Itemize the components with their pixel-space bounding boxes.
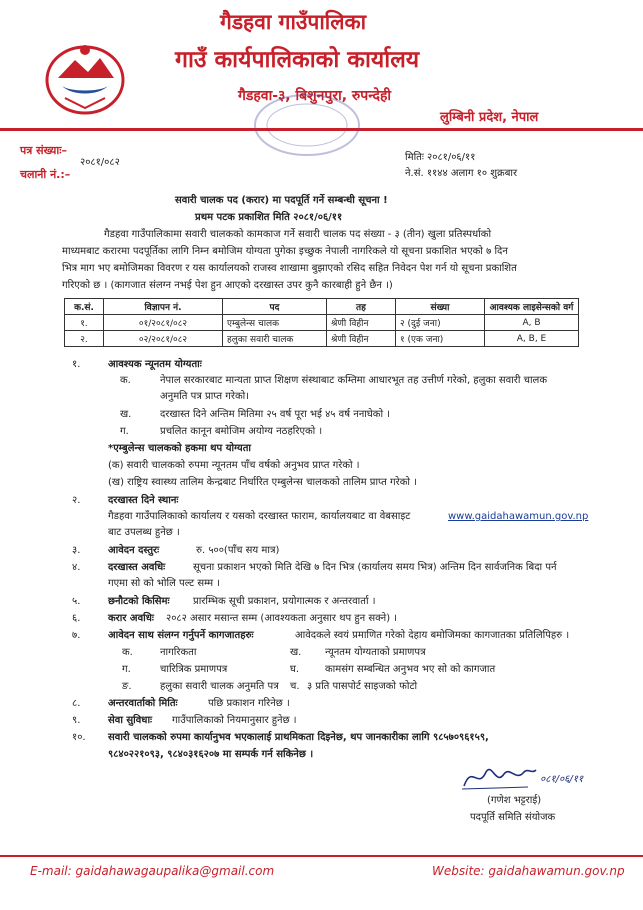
table-cell: १ (एक जना)	[396, 331, 485, 347]
signatory-name: (गणेश भट्टराई)	[487, 795, 542, 806]
intro-line-3: भित्र माग भए बमोजिमका विवरण र यस कार्यालयको राजस्व शाखामा बुझाएको रसिद सहित निवेदन पेश गर्न यो सूचना प्रकाशित	[62, 263, 517, 274]
table-cell: २.	[65, 331, 104, 347]
item-text: प्रारम्भिक सूची प्रकाशन, प्रयोगात्मक र अन्तरवार्ता ।	[193, 596, 376, 607]
intro-line-1: गैडहवा गाउँपालिकामा सवारी चालकको कामकाज गर्ने सवारी चालक पद संख्या - ३ (तीन) खुला प्रतिस्पर्धाको	[104, 229, 492, 240]
reference-number: २०८१/०८२	[80, 157, 120, 168]
table-header-row	[65, 299, 579, 315]
item-text: सूचना प्रकाशन भएको मिति देखि ७ दिन भित्र (कार्यालय समय भित्र) अन्तिम दिन सार्वजनिक बिदा पर्न	[193, 562, 557, 573]
doc-text: कामसंग सम्बन्धित अनुभव भए सो को कागजात	[325, 664, 496, 675]
table-cell: २ (दुई जना)	[396, 315, 485, 331]
item-number: ६.	[72, 613, 81, 624]
table-cell: एम्बुलेन्स चालक	[223, 315, 327, 331]
item-number: १.	[72, 359, 81, 370]
doc-text: नागरिकता	[160, 647, 197, 658]
table-row	[65, 331, 579, 347]
notice-subtitle: प्रथम पटक प्रकाशित मिति २०८१/०६/११	[195, 212, 343, 223]
dispatch-label: चलानी नं.:–	[20, 168, 71, 181]
doc-number: ख.	[290, 647, 302, 658]
item-text: पछि प्रकाशन गरिनेछ ।	[208, 698, 290, 709]
item-text: गाउँपालिकाको नियमानुसार हुनेछ ।	[172, 715, 297, 726]
vacancy-table	[64, 298, 579, 347]
col-header: पद	[223, 299, 327, 315]
sub-text: बाट उपलब्ध हुनेछ ।	[108, 527, 180, 538]
intro-line-2: माध्यमबाट करारमा पदपूर्तिका लागि निम्न बमोजिम योग्यता पुगेका इच्छुक नेपाली नागरिकले यो सूचना प्रकाशित भएको ७ दिन	[62, 246, 508, 257]
sub-text: प्रचलित कानून बमोजिम अयोग्य नठहरिएको ।	[160, 426, 323, 437]
item-number: ५.	[72, 596, 81, 607]
government-emblem-icon	[40, 38, 130, 118]
item-number: ४.	[72, 562, 81, 573]
reference-label: पत्र संख्याः–	[20, 144, 67, 157]
col-header: तह	[327, 299, 396, 315]
col-header: क.सं.	[65, 299, 104, 315]
table-row	[65, 315, 579, 331]
table-cell: हलुका सवारी चालक	[223, 331, 327, 347]
table-cell: ०२/२०८१/०८२	[104, 331, 223, 347]
sub-text: (ख) राष्ट्रिय स्वास्थ्य तालिम केन्द्रबाट निर्धारित एम्बुलेन्स चालकको तालिम प्राप्त गरेको ।	[108, 477, 417, 488]
municipality-name: गैडहवा गाउँपालिका	[220, 10, 367, 34]
item-heading: करार अवधिः	[108, 613, 154, 624]
col-header: संख्या	[396, 299, 485, 315]
item-number: ९.	[72, 715, 81, 726]
footer-email: E-mail: gaidahawagaupalika@gmail.com	[30, 864, 275, 878]
sub-text: गैडहवा गाउँपालिकाको कार्यालय र यसको दरखास्त फाराम, कार्यालयबाट वा वेबसाइट	[108, 511, 411, 522]
doc-number: घ.	[290, 664, 300, 675]
col-header: विज्ञापन नं.	[104, 299, 223, 315]
item-heading: आवेदन साथ संलग्न गर्नुपर्ने कागजातहरुः	[108, 630, 254, 641]
office-address: गैडहवा-३, बिशुनपुरा, रुपन्देही	[238, 88, 392, 104]
item-number: ८.	[72, 698, 81, 709]
footer-website: Website: gaidahawamun.gov.np	[432, 864, 625, 878]
intro-line-4: गरिएको छ । (कागजात संलग्न नभई पेश हुन आएको दरखास्त उपर कुनै कारबाही हुने छैन ।)	[62, 280, 393, 291]
notice-title: सवारी चालक पद (करार) मा पदपूर्ति गर्ने सम्बन्धी सूचना !	[175, 195, 388, 206]
doc-number: ङ.	[122, 681, 132, 692]
table-cell: ०१/२०८१/०८२	[104, 315, 223, 331]
table-cell: श्रेणी विहीन	[327, 315, 396, 331]
item-text: रु. ५००(पाँच सय मात्र)	[196, 545, 280, 556]
signature-icon	[458, 760, 538, 792]
table-cell: A, B, E	[485, 331, 579, 347]
doc-number: च.	[290, 681, 300, 692]
doc-number: ग.	[122, 664, 131, 675]
item-number: १०.	[72, 732, 86, 743]
doc-text: चारित्रिक प्रमाणपत्र	[160, 664, 228, 675]
office-stamp-icon	[250, 90, 365, 160]
signature-date: ०८१/०६/११	[540, 774, 584, 785]
table-cell: १.	[65, 315, 104, 331]
sub-number: क.	[120, 375, 131, 386]
signatory-role: पदपूर्ति समिति संयोजक	[470, 812, 556, 823]
item-number: ७.	[72, 630, 81, 641]
sub-text: अनुमति पत्र प्राप्त गरेको।	[160, 391, 250, 402]
item-text: ९८४०२२१०९३, ९८४०३१६२०७ मा सम्पर्क गर्न सकिनेछ ।	[108, 749, 314, 760]
item-text: २०८२ असार मसान्त सम्म (आवश्यकता अनुसार थप हुन सक्ने) ।	[166, 613, 398, 624]
sub-text: दरखास्त दिने अन्तिम मितिमा २५ वर्ष पूरा भई ४५ वर्ष ननाघेको ।	[160, 409, 391, 420]
sub-text: नेपाल सरकारबाट मान्यता प्राप्त शिक्षण संस्थाबाट कम्तिमा आधारभूत तह उत्तीर्ण गरेको, हलुका सवारी चालक	[160, 375, 548, 386]
office-name: गाउँ कार्यपालिकाको कार्यालय	[175, 47, 420, 73]
ambulance-qualification-heading: *एम्बुलेन्स चालकको हकमा थप योग्यता	[108, 443, 251, 454]
footer-divider	[0, 855, 643, 857]
doc-text: हलुका सवारी चालक अनुमति पत्र	[160, 681, 279, 692]
col-header: आवश्यक लाइसेन्सको वर्ग	[485, 299, 579, 315]
table-cell: श्रेणी विहीन	[327, 331, 396, 347]
item-number: ३.	[72, 545, 81, 556]
website-link[interactable]: www.gaidahawamun.gov.np	[448, 511, 589, 522]
item-heading: अन्तरवार्ताको मितिः	[108, 698, 178, 709]
item-heading: छनौटको किसिमः	[108, 596, 170, 607]
item-text: आवेदकले स्वयं प्रमाणित गरेको देहाय बमोजिमका कागजातका प्रतिलिपिहरु ।	[295, 630, 570, 641]
item-text: सवारी चालकको रुपमा कार्यानुभव भएकालाई प्राथमिकता दिइनेछ, थप जानकारीका लागि ९८५७०९६१५९,	[108, 732, 489, 743]
item-heading: आवेदन दस्तुरः	[108, 545, 160, 556]
doc-number: क.	[122, 647, 133, 658]
item-heading: दरखास्त दिने स्थानः	[108, 495, 179, 506]
item-number: २.	[72, 495, 81, 506]
nepal-era-date: ने.सं. ११४४ अलाग १० शुक्रबार	[405, 168, 518, 179]
letter-date: मितिः २०८१/०६/११	[405, 152, 476, 163]
sub-number: ख.	[120, 409, 132, 420]
item-heading: सेवा सुविधाः	[108, 715, 153, 726]
table-cell: A, B	[485, 315, 579, 331]
item-heading: दरखास्त अवधिः	[108, 562, 166, 573]
sub-text: (क) सवारी चालकको रुपमा न्यूनतम पाँच वर्षको अनुभव प्राप्त गरेको ।	[108, 460, 360, 471]
province-name: लुम्बिनी प्रदेश, नेपाल	[440, 110, 539, 125]
sub-number: ग.	[120, 426, 129, 437]
doc-text: ३ प्रति पासपोर्ट साइजको फोटो	[307, 681, 418, 692]
doc-text: न्यूनतम योग्यताको प्रमाणपत्र	[325, 647, 426, 658]
item-text: गएमा सो को भोलि पल्ट सम्म ।	[108, 578, 221, 589]
item-heading: आवश्यक न्यूनतम योग्यताः	[108, 359, 202, 370]
